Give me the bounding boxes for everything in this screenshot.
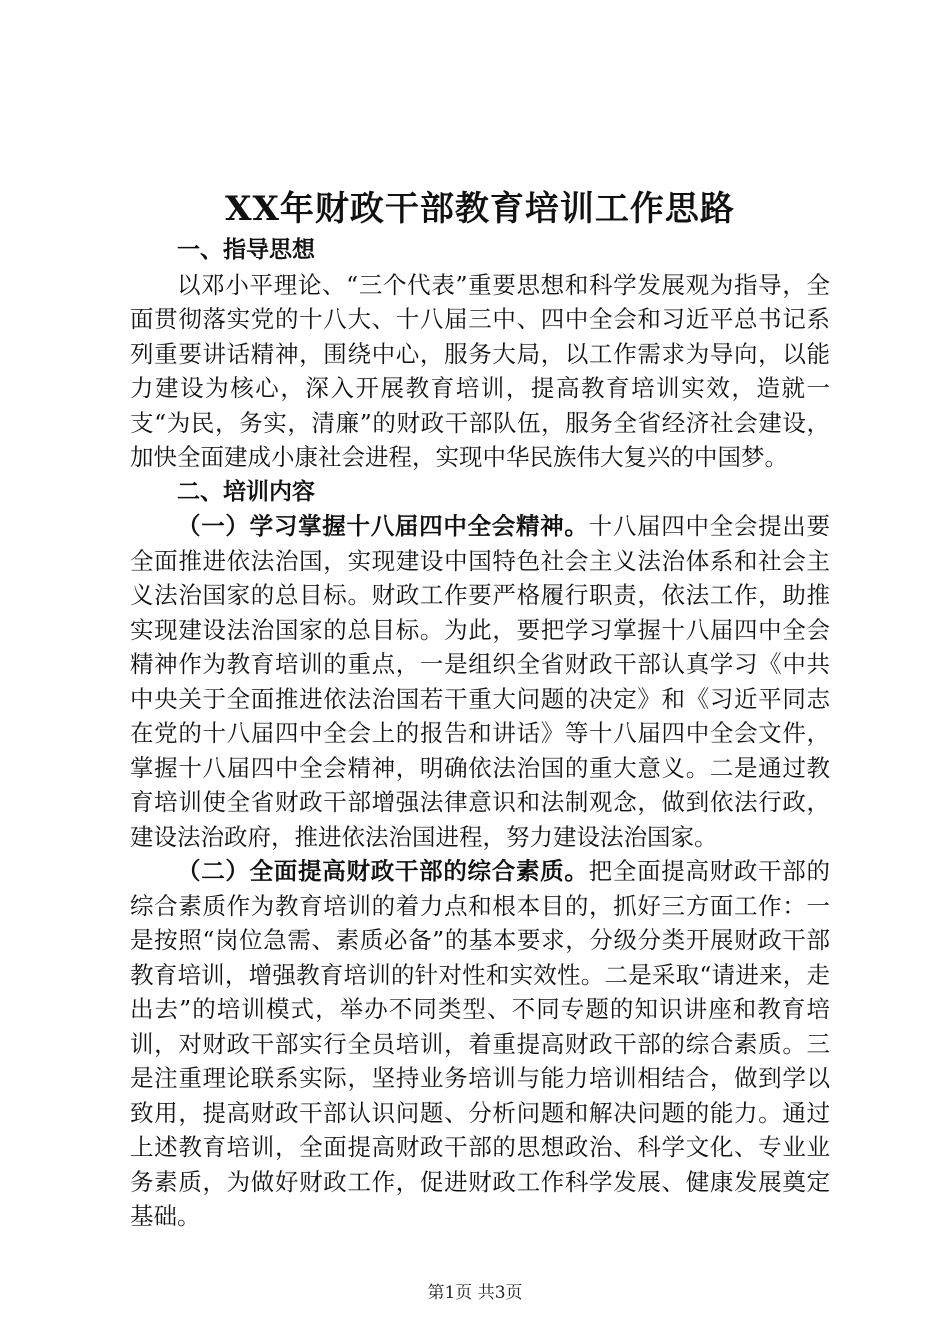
paragraph-lead-1: （一）学习掌握十八届四中全会精神。 <box>177 512 589 540</box>
paragraph-text-2: 把全面提高财政干部的综合素质作为教育培训的着力点和根本目的，抓好三方面工作：一是按照“岗位急需、素质必备”的基本要求，分级分类开展财政干部教育培训，增强教育培训的针对性和实效性。二是采取“请进来，走出去”的培训模式，举办不同类型、不同专题的知识讲座和教育培训，对财政干部实行全员培训，着重提高财政干部的综合素质。三是注重理论联系实际，坚持业务培训与能力培训相结合，做到学以致用，提高财政干部认识问题、分析问题和解决问题的能力。通过上述教育培训，全面提高财政干部的思想政治、科学文化、专业业务素质，为做好财政工作，促进财政工作科学发展、健康发展奠定基础。 <box>130 857 831 1230</box>
paragraph-lead-2: （二）全面提高财政干部的综合素质。 <box>177 857 589 885</box>
page-number-footer: 第1页 共3页 <box>427 1283 523 1303</box>
document-body <box>130 233 830 1234</box>
section-heading-guiding-ideology: 一、指导思想 <box>177 237 315 263</box>
section-heading-training-content: 二、培训内容 <box>177 478 315 505</box>
paragraph-training-item-1 <box>130 509 830 854</box>
paragraph-text-1: 十八届四中全会提出要全面推进依法治国，实现建设中国特色社会主义法治体系和社会主义法治国家的总目标。财政工作要严格履行职责，依法工作，助推实现建设法治国家的总目标。为此，要把学习掌握十八届四中全会精神作为教育培训的重点，一是组织全省财政干部认真学习《中共中央关于全面推进依法治国若干重大问题的决定》和《习近平同志在党的十八届四中全会上的报告和讲话》等十八届四中全会文件，掌握十八届四中全会精神，明确依法治国的重大意义。二是通过教育培训使全省财政干部增强法律意识和法制观念，做到依法行政，建设法治政府，推进依法治国进程，努力建设法治国家。 <box>130 512 831 851</box>
paragraph-training-item-2 <box>130 854 830 1234</box>
document-title: XX年财政干部教育培训工作思路 <box>225 189 735 229</box>
paragraph-guiding-ideology: 以邓小平理论、“三个代表”重要思想和科学发展观为指导，全面贯彻落实党的十八大、十八届三中、四中全会和习近平总书记系列重要讲话精神，围绕中心，服务大局，以工作需求为导向，以能力建设为核心，深入开展教育培训，提高教育培训实效，造就一支“为民，务实，清廉”的财政干部队伍，服务全省经济社会建设，加快全面建成小康社会进程，实现中华民族伟大复兴的中国梦。 <box>130 270 830 471</box>
